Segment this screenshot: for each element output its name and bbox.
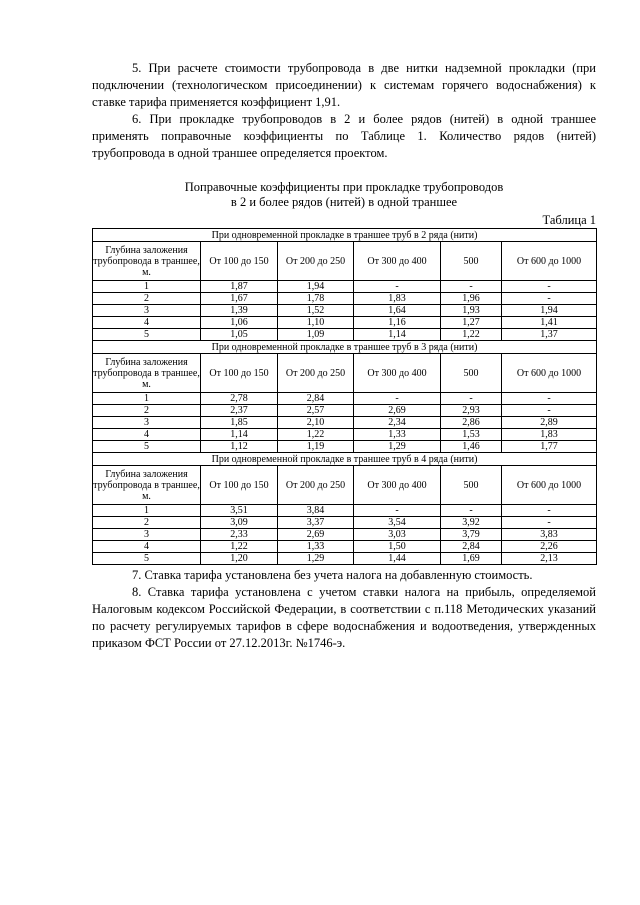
- coefficient-cell: -: [354, 281, 441, 293]
- column-header: От 100 до 150: [201, 466, 278, 505]
- column-header: 500: [441, 242, 502, 281]
- table-row: [93, 429, 597, 441]
- paragraph-5: 5. При расчете стоимости трубопровода в две нитки надземной прокладки (при подключении (технологическом присоединении) к системам горячего водоснабжения) к ставке тарифа применяется коэффициент 1,91.: [92, 61, 596, 109]
- coefficient-cell: -: [502, 393, 597, 405]
- coefficient-cell: 1,33: [278, 541, 354, 553]
- table-row: [93, 305, 597, 317]
- coefficient-cell: 3,09: [201, 517, 278, 529]
- column-header: От 300 до 400: [354, 242, 441, 281]
- coefficient-cell: -: [354, 505, 441, 517]
- table-row: [93, 529, 597, 541]
- coefficient-cell: 1,87: [201, 281, 278, 293]
- coefficient-cell: 1,39: [201, 305, 278, 317]
- depth-header: Глубина заложения трубопровода в траншее, м.: [93, 354, 201, 393]
- coefficient-cell: 1,93: [441, 305, 502, 317]
- coefficient-cell: 1,14: [354, 329, 441, 341]
- coefficient-cell: 2,57: [278, 405, 354, 417]
- coefficient-cell: 1,94: [502, 305, 597, 317]
- coefficient-cell: 1,10: [278, 317, 354, 329]
- coefficient-cell: 1,06: [201, 317, 278, 329]
- section-title-row: [93, 341, 597, 354]
- depth-cell: 1: [93, 505, 201, 517]
- depth-cell: 3: [93, 529, 201, 541]
- depth-cell: 5: [93, 441, 201, 453]
- coefficient-cell: 1,22: [201, 541, 278, 553]
- table-row: [93, 441, 597, 453]
- coefficient-cell: 1,50: [354, 541, 441, 553]
- paragraph-6: 6. При прокладке трубопроводов в 2 и более рядов (нитей) в одной траншее применять поправочные коэффициенты по Таблице 1. Количество рядов (нитей) трубопровода в одной траншее определяется проектом.: [92, 112, 596, 160]
- coefficient-cell: 1,33: [354, 429, 441, 441]
- coefficient-cell: 1,44: [354, 553, 441, 565]
- coefficient-cell: 2,34: [354, 417, 441, 429]
- table-row: [93, 405, 597, 417]
- table-row: [93, 553, 597, 565]
- depth-cell: 5: [93, 329, 201, 341]
- coefficient-cell: 3,84: [278, 505, 354, 517]
- coefficient-cell: 2,69: [354, 405, 441, 417]
- coefficient-cell: 1,14: [201, 429, 278, 441]
- depth-cell: 5: [93, 553, 201, 565]
- coefficient-cell: 3,92: [441, 517, 502, 529]
- coefficient-cell: -: [502, 293, 597, 305]
- depth-cell: 1: [93, 281, 201, 293]
- column-header: От 100 до 150: [201, 242, 278, 281]
- depth-cell: 4: [93, 429, 201, 441]
- coefficient-cell: 2,78: [201, 393, 278, 405]
- depth-cell: 3: [93, 305, 201, 317]
- coefficient-cell: 1,85: [201, 417, 278, 429]
- coefficient-cell: 1,27: [441, 317, 502, 329]
- section-title-row: [93, 229, 597, 242]
- column-header: От 300 до 400: [354, 466, 441, 505]
- table-row: [93, 541, 597, 553]
- table-body: [93, 229, 597, 565]
- coefficient-cell: 1,94: [278, 281, 354, 293]
- depth-header: Глубина заложения трубопровода в траншее, м.: [93, 242, 201, 281]
- column-header: От 600 до 1000: [502, 354, 597, 393]
- coefficient-cell: 2,84: [441, 541, 502, 553]
- coefficient-cell: -: [502, 281, 597, 293]
- table-row: [93, 393, 597, 405]
- column-header-row: [93, 354, 597, 393]
- column-header-row: [93, 242, 597, 281]
- column-header: От 600 до 1000: [502, 466, 597, 505]
- column-header: От 600 до 1000: [502, 242, 597, 281]
- depth-header: Глубина заложения трубопровода в траншее, м.: [93, 466, 201, 505]
- coefficient-cell: 1,37: [502, 329, 597, 341]
- column-header: От 100 до 150: [201, 354, 278, 393]
- coefficient-cell: 1,20: [201, 553, 278, 565]
- depth-cell: 4: [93, 541, 201, 553]
- coefficient-cell: 2,89: [502, 417, 597, 429]
- table-row: [93, 293, 597, 305]
- depth-cell: 2: [93, 405, 201, 417]
- coefficient-cell: 2,84: [278, 393, 354, 405]
- table-caption-line-1: Поправочные коэффициенты при прокладке трубопроводов: [184, 180, 504, 194]
- coefficient-cell: 2,69: [278, 529, 354, 541]
- section-title: При одновременной прокладке в траншее труб в 4 ряда (нити): [93, 453, 597, 466]
- depth-cell: 1: [93, 393, 201, 405]
- coefficients-table: [92, 228, 597, 565]
- table-caption: [92, 180, 596, 210]
- coefficient-cell: 3,03: [354, 529, 441, 541]
- section-title: При одновременной прокладке в траншее труб в 3 ряда (нити): [93, 341, 597, 354]
- column-header: От 200 до 250: [278, 354, 354, 393]
- coefficient-cell: 1,83: [354, 293, 441, 305]
- paragraph-7: 7. Ставка тарифа установлена без учета налога на добавленную стоимость.: [132, 568, 533, 582]
- coefficient-cell: 2,13: [502, 553, 597, 565]
- table-row: [93, 281, 597, 293]
- coefficient-cell: 1,09: [278, 329, 354, 341]
- coefficient-cell: 2,33: [201, 529, 278, 541]
- coefficient-cell: 2,86: [441, 417, 502, 429]
- coefficient-cell: 2,10: [278, 417, 354, 429]
- coefficient-cell: 3,54: [354, 517, 441, 529]
- column-header: От 300 до 400: [354, 354, 441, 393]
- coefficient-cell: 1,96: [441, 293, 502, 305]
- coefficient-cell: 1,52: [278, 305, 354, 317]
- table-row: [93, 417, 597, 429]
- column-header: 500: [441, 354, 502, 393]
- section-title-row: [93, 453, 597, 466]
- column-header: От 200 до 250: [278, 242, 354, 281]
- coefficient-cell: 1,53: [441, 429, 502, 441]
- coefficient-cell: 2,93: [441, 405, 502, 417]
- coefficient-cell: 1,41: [502, 317, 597, 329]
- coefficient-cell: 1,46: [441, 441, 502, 453]
- depth-cell: 3: [93, 417, 201, 429]
- depth-cell: 2: [93, 517, 201, 529]
- column-header: От 200 до 250: [278, 466, 354, 505]
- coefficient-cell: -: [502, 405, 597, 417]
- depth-cell: 2: [93, 293, 201, 305]
- table-caption-line-2: в 2 и более рядов (нитей) в одной траншее: [230, 195, 458, 209]
- coefficient-cell: 2,26: [502, 541, 597, 553]
- coefficient-cell: -: [354, 393, 441, 405]
- coefficient-cell: 1,69: [441, 553, 502, 565]
- coefficient-cell: 1,64: [354, 305, 441, 317]
- paragraph-8: 8. Ставка тарифа установлена с учетом ставки налога на прибыль, определяемой Налоговым кодексом Российской Федерации, в соответствии с п.118 Методических указаний по расчету регулируемых тарифов в сфере водоснабжения и водоотведения, утвержденных приказом ФСТ России от 27.12.2013г. №1746-э.: [92, 585, 596, 650]
- table-row: [93, 517, 597, 529]
- document-page: [92, 60, 596, 652]
- coefficient-cell: 1,22: [278, 429, 354, 441]
- coefficient-cell: 1,29: [278, 553, 354, 565]
- coefficient-cell: 1,05: [201, 329, 278, 341]
- coefficient-cell: 3,51: [201, 505, 278, 517]
- coefficient-cell: 1,16: [354, 317, 441, 329]
- coefficient-cell: 1,12: [201, 441, 278, 453]
- coefficient-cell: -: [502, 505, 597, 517]
- coefficient-cell: 1,77: [502, 441, 597, 453]
- coefficient-cell: 1,83: [502, 429, 597, 441]
- table-row: [93, 505, 597, 517]
- coefficient-cell: 3,37: [278, 517, 354, 529]
- table-number: Таблица 1: [542, 213, 596, 227]
- section-title: При одновременной прокладке в траншее труб в 2 ряда (нити): [93, 229, 597, 242]
- coefficient-cell: -: [441, 393, 502, 405]
- coefficient-cell: 1,78: [278, 293, 354, 305]
- coefficient-cell: 3,83: [502, 529, 597, 541]
- coefficient-cell: -: [441, 281, 502, 293]
- column-header: 500: [441, 466, 502, 505]
- column-header-row: [93, 466, 597, 505]
- coefficient-cell: 1,19: [278, 441, 354, 453]
- coefficient-cell: 1,29: [354, 441, 441, 453]
- coefficient-cell: -: [441, 505, 502, 517]
- table-row: [93, 329, 597, 341]
- coefficient-cell: 3,79: [441, 529, 502, 541]
- table-row: [93, 317, 597, 329]
- coefficient-cell: 1,67: [201, 293, 278, 305]
- depth-cell: 4: [93, 317, 201, 329]
- coefficient-cell: 1,22: [441, 329, 502, 341]
- coefficient-cell: 2,37: [201, 405, 278, 417]
- coefficient-cell: -: [502, 517, 597, 529]
